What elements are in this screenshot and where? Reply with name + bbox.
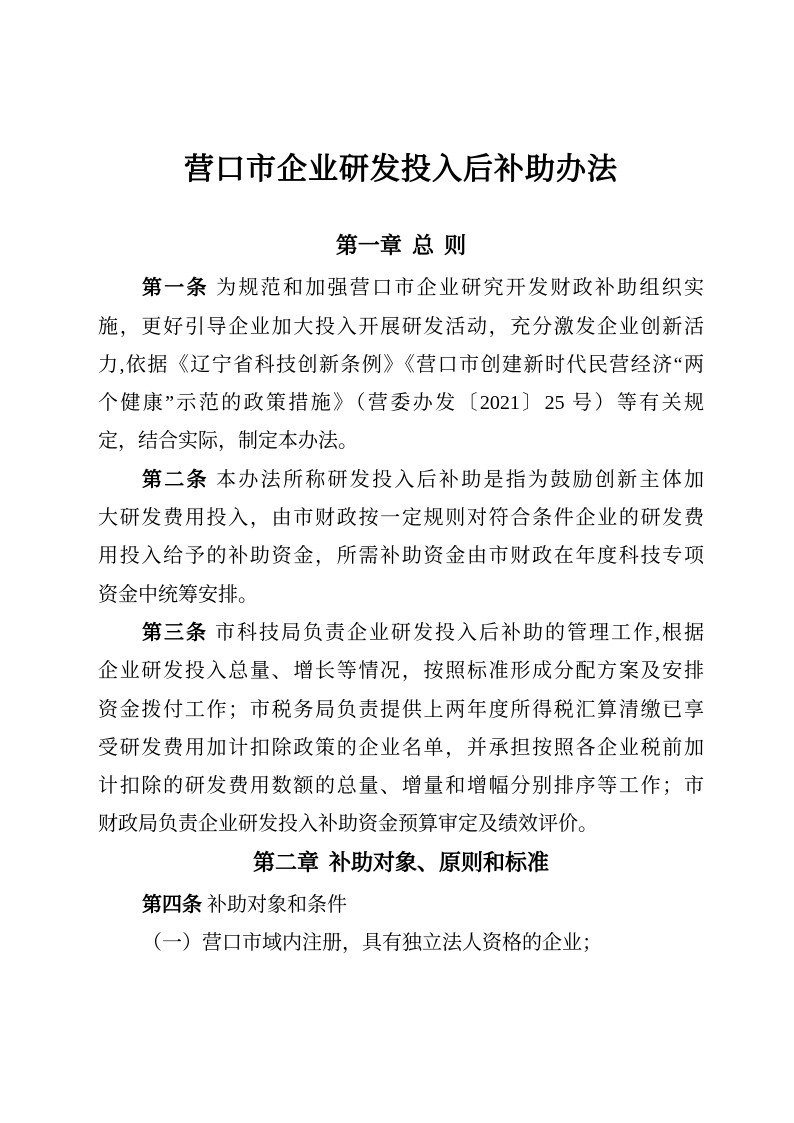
text-segment: 用投入给予的补助资金，所需补助资金由市财政在年度科技专项	[98, 545, 704, 568]
article-3-line-4	[98, 729, 704, 767]
article-1-line-2	[98, 308, 704, 346]
article-3-line-1	[98, 614, 704, 652]
chapter-1-heading	[98, 227, 704, 265]
bold-text-segment: 第一章 总 则	[335, 233, 467, 258]
article-1-line-3	[98, 346, 704, 384]
doc-title	[98, 148, 704, 192]
text-segment: 资金拨付工作；市税务局负责提供上两年度所得税汇算清缴已享	[98, 698, 704, 721]
article-1-line-5	[98, 422, 704, 460]
article-2-line-1	[98, 461, 704, 499]
bold-text-segment: 第三条	[142, 621, 208, 644]
text-segment: 市科技局负责企业研发投入后补助的管理工作,根据	[208, 621, 704, 644]
text-segment: 计扣除的研发费用数额的总量、增量和增幅分别排序等工作；市	[98, 775, 704, 798]
text-segment: 施，更好引导企业加大投入开展研发活动，充分激发企业创新活	[98, 315, 704, 338]
text-segment: 力,依据《辽宁省科技创新条例》《营口市创建新时代民营经济“两	[98, 353, 704, 376]
article-3-line-3	[98, 691, 704, 729]
text-segment: 受研发费用加计扣除政策的企业名单，并承担按照各企业税前加	[98, 736, 704, 759]
article-2-line-2	[98, 499, 704, 537]
text-segment: 本办法所称研发投入后补助是指为鼓励创新主体加	[208, 468, 705, 491]
text-segment: 为规范和加强营口市企业研究开发财政补助组织实	[208, 277, 705, 300]
bold-text-segment: 第一条	[142, 277, 209, 300]
text-segment: 补助对象和条件	[202, 894, 347, 917]
article-3-line-5	[98, 767, 704, 805]
bold-text-segment: 营口市企业研发投入后补助办法	[184, 153, 618, 186]
bold-text-segment: 第二章 补助对象、原则和标准	[252, 849, 550, 875]
article-2-line-3	[98, 537, 704, 575]
text-segment: （一）营口市域内注册，具有独立法人资格的企业；	[142, 932, 602, 955]
document-content	[98, 0, 704, 963]
article-4-line-1	[98, 886, 704, 924]
text-segment: 大研发费用投入，由市财政按一定规则对符合条件企业的研发费	[98, 507, 704, 530]
text-segment: 财政局负责企业研发投入补助资金预算审定及绩效评价。	[98, 813, 598, 836]
text-segment: 资金中统筹安排。	[98, 583, 258, 606]
bold-text-segment: 第二条	[142, 468, 209, 491]
text-segment: 个健康”示范的政策措施》（营委办发〔2021〕25 号）等有关规	[98, 392, 704, 415]
article-2-line-4	[98, 576, 704, 614]
text-segment: 定，结合实际，制定本办法。	[98, 430, 358, 453]
article-4-item-1	[98, 924, 704, 962]
article-3-line-2	[98, 652, 704, 690]
text-segment: 企业研发投入总量、增长等情况，按照标准形成分配方案及安排	[98, 660, 704, 683]
article-3-line-6	[98, 805, 704, 843]
article-1-line-1	[98, 269, 704, 307]
bold-text-segment: 第四条	[142, 894, 202, 917]
article-1-line-4	[98, 384, 704, 422]
chapter-2-heading	[98, 844, 704, 882]
